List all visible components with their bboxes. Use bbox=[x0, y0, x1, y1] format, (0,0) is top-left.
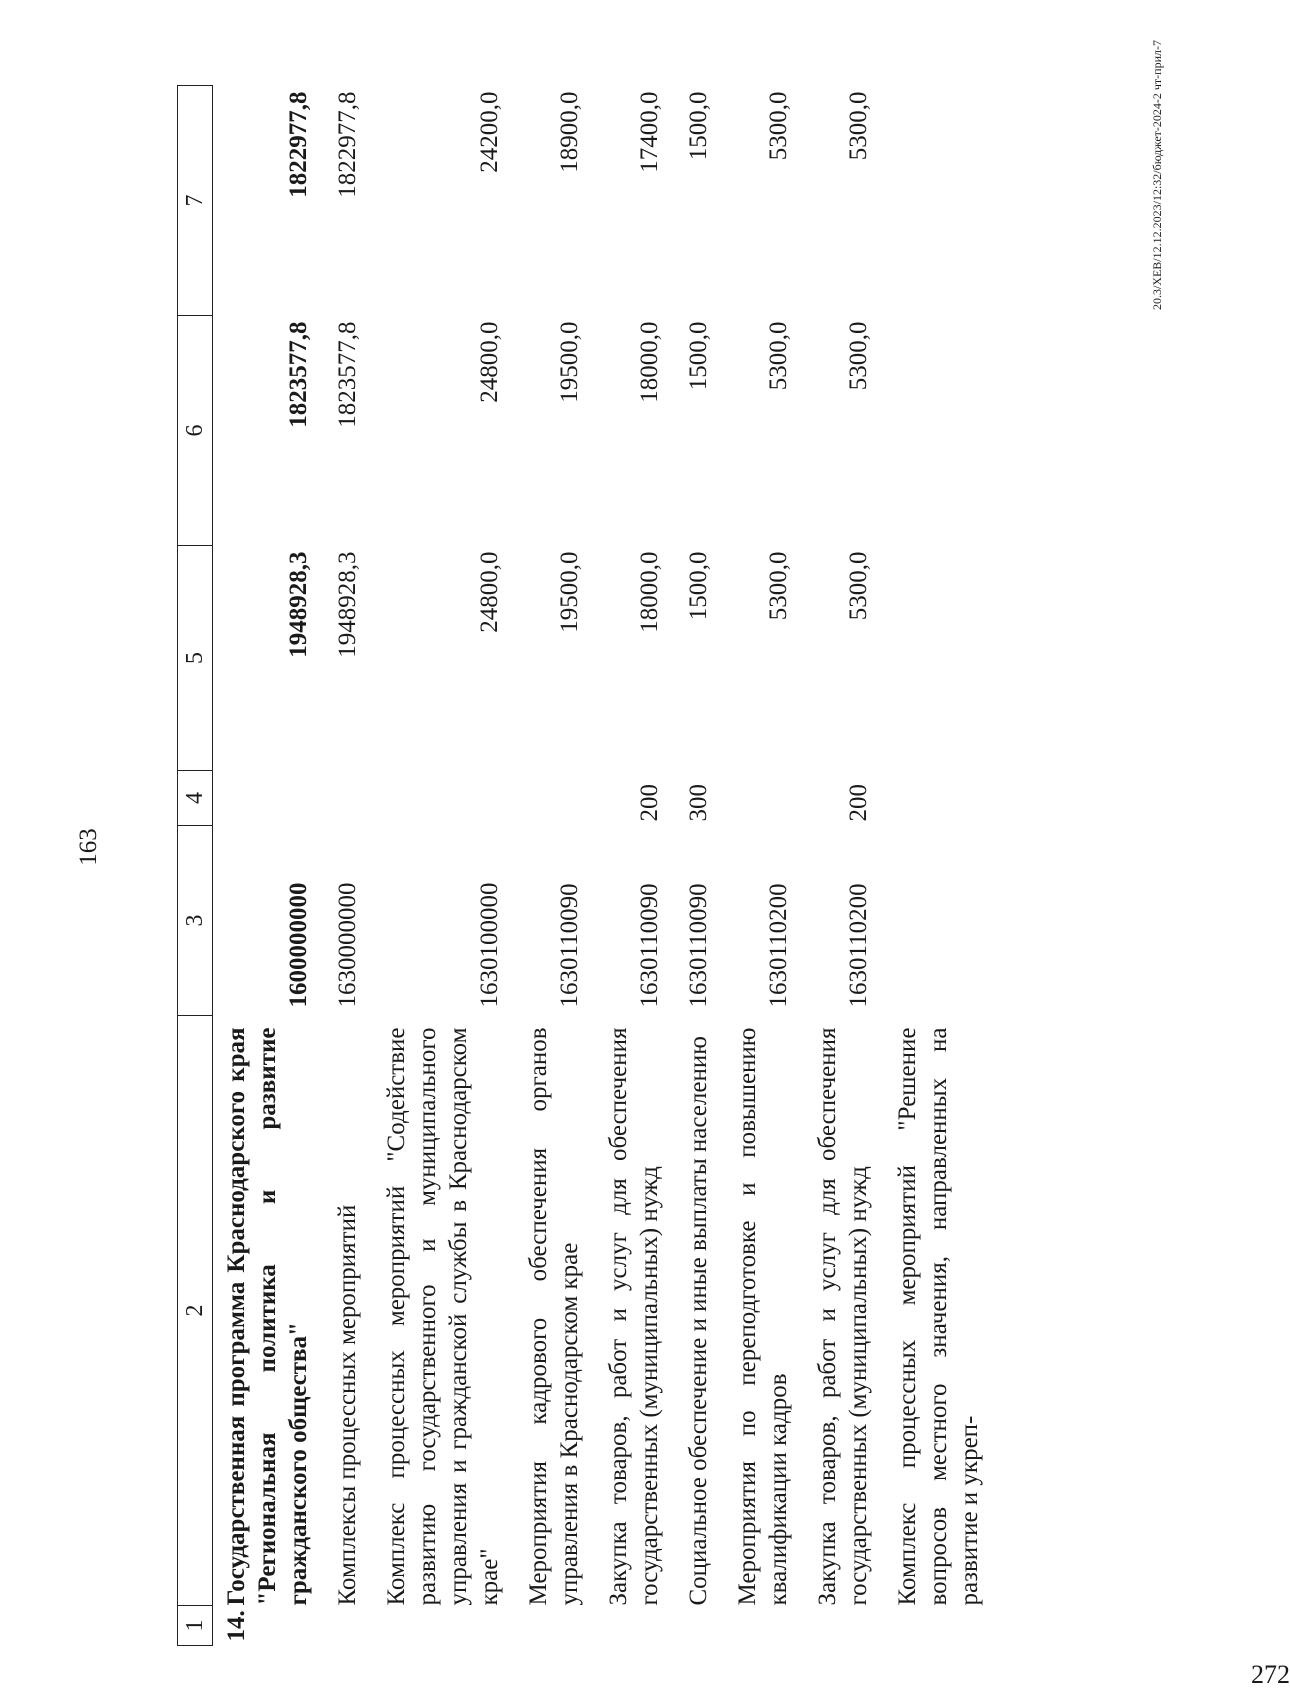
row-amount-col6: 1823577,8 bbox=[334, 321, 361, 428]
table-row bbox=[332, 86, 381, 1646]
row-amount-col5: 1500,0 bbox=[685, 551, 712, 621]
budget-table bbox=[177, 85, 1003, 1646]
document-footer-code: 20.3/ХЕВ/12.12.2023/12:32/бюджет-2024-2 чт-прил-7 bbox=[1150, 40, 1164, 311]
row-amount-col7: 18900,0 bbox=[556, 91, 583, 173]
row-amount-col6: 18000,0 bbox=[636, 321, 663, 403]
header-col-3: 3 bbox=[178, 826, 213, 1016]
row-name: Комплексы процессных мероприятий bbox=[334, 1204, 361, 1606]
row-name: Государственная программа Краснодарского края "Региональная политика и развитие гражданского общества" bbox=[223, 1027, 312, 1606]
row-amount-col6: 24800,0 bbox=[476, 321, 503, 403]
row-expense-type: 200 bbox=[845, 784, 872, 822]
row-expense-type bbox=[381, 771, 523, 826]
row-amount-col7: 17400,0 bbox=[636, 91, 663, 173]
row-expense-type: 200 bbox=[636, 784, 663, 822]
row-amount-col6: 5300,0 bbox=[845, 321, 872, 391]
corner-page-number: 272 bbox=[1251, 1660, 1290, 1689]
row-number bbox=[683, 1606, 732, 1646]
row-number bbox=[732, 1606, 812, 1646]
row-amount-col5: 24800,0 bbox=[476, 551, 503, 633]
row-name: Комплекс процессных мероприятий "Содействие развитию государственного и муниципального управления и гражданской службы в Краснодарском крае" bbox=[383, 1027, 503, 1606]
row-amount-col5: 1948928,3 bbox=[285, 551, 312, 658]
header-col-6: 6 bbox=[178, 316, 213, 546]
row-amount-col7: 5300,0 bbox=[765, 91, 792, 161]
row-amount-col7: 1822977,8 bbox=[285, 91, 312, 198]
row-number bbox=[332, 1606, 381, 1646]
row-target-code: 1630110200 bbox=[845, 883, 872, 1008]
header-col-7: 7 bbox=[178, 86, 213, 316]
table-row bbox=[213, 86, 333, 1646]
row-number bbox=[523, 1606, 603, 1646]
row-amount-col6: 1500,0 bbox=[685, 321, 712, 391]
table-body bbox=[213, 86, 1004, 1646]
row-amount-col5: 5300,0 bbox=[845, 551, 872, 621]
row-amount-col6: 5300,0 bbox=[765, 321, 792, 391]
table-row bbox=[523, 86, 603, 1646]
row-name: Комплекс процессных мероприятий "Решение вопросов местного значения, направленных на развитие и укреп- bbox=[894, 1027, 983, 1606]
row-amount-col7: 5300,0 bbox=[845, 91, 872, 161]
row-number: 14. bbox=[223, 1610, 250, 1642]
row-expense-type bbox=[213, 771, 333, 826]
table-row bbox=[812, 86, 892, 1646]
row-amount-col5: 5300,0 bbox=[765, 551, 792, 621]
row-target-code: 1630110090 bbox=[636, 883, 663, 1008]
header-col-1: 1 bbox=[178, 1606, 213, 1646]
row-amount-col7 bbox=[892, 86, 1003, 316]
row-amount-col6: 19500,0 bbox=[556, 321, 583, 403]
row-amount-col5: 18000,0 bbox=[636, 551, 663, 633]
row-number bbox=[892, 1606, 1003, 1646]
row-amount-col5 bbox=[892, 546, 1003, 771]
row-name: Мероприятия по переподготовке и повышению квалификации кадров bbox=[734, 1027, 792, 1606]
row-target-code: 1630110090 bbox=[685, 883, 712, 1008]
row-amount-col5: 1948928,3 bbox=[334, 551, 361, 658]
row-expense-type bbox=[523, 771, 603, 826]
table-row bbox=[381, 86, 523, 1646]
row-expense-type: 300 bbox=[685, 784, 712, 822]
row-amount-col5: 19500,0 bbox=[556, 551, 583, 633]
table-row bbox=[892, 86, 1003, 1646]
row-expense-type bbox=[892, 771, 1003, 826]
header-row bbox=[178, 86, 213, 1646]
header-col-2: 2 bbox=[178, 1016, 213, 1606]
row-number bbox=[603, 1606, 683, 1646]
row-expense-type bbox=[332, 771, 381, 826]
header-col-5: 5 bbox=[178, 546, 213, 771]
page-number: 163 bbox=[75, 828, 102, 866]
table-row bbox=[683, 86, 732, 1646]
row-number bbox=[381, 1606, 523, 1646]
row-expense-type bbox=[732, 771, 812, 826]
row-name: Закупка товаров, работ и услуг для обеспечения государственных (муниципальных) нужд bbox=[605, 1027, 663, 1606]
row-target-code: 1630110090 bbox=[556, 883, 583, 1008]
row-name: Социальное обеспечение и иные выплаты населению bbox=[685, 1036, 712, 1606]
row-name: Закупка товаров, работ и услуг для обеспечения государственных (муниципальных) нужд bbox=[814, 1027, 872, 1606]
row-amount-col7: 1822977,8 bbox=[334, 91, 361, 198]
row-number bbox=[812, 1606, 892, 1646]
row-amount-col6: 1823577,8 bbox=[285, 321, 312, 428]
row-amount-col7: 24200,0 bbox=[476, 91, 503, 173]
row-name: Мероприятия кадрового обеспечения органов управления в Краснодарском крае bbox=[525, 1027, 583, 1606]
row-target-code: 1630000000 bbox=[334, 882, 361, 1008]
row-target-code bbox=[892, 826, 1003, 1016]
row-amount-col7: 1500,0 bbox=[685, 91, 712, 161]
table-row bbox=[603, 86, 683, 1646]
header-col-4: 4 bbox=[178, 771, 213, 826]
row-target-code: 1600000000 bbox=[285, 882, 312, 1008]
row-target-code: 1630110200 bbox=[765, 883, 792, 1008]
row-amount-col6 bbox=[892, 316, 1003, 546]
row-target-code: 1630100000 bbox=[476, 882, 503, 1008]
table-row bbox=[732, 86, 812, 1646]
